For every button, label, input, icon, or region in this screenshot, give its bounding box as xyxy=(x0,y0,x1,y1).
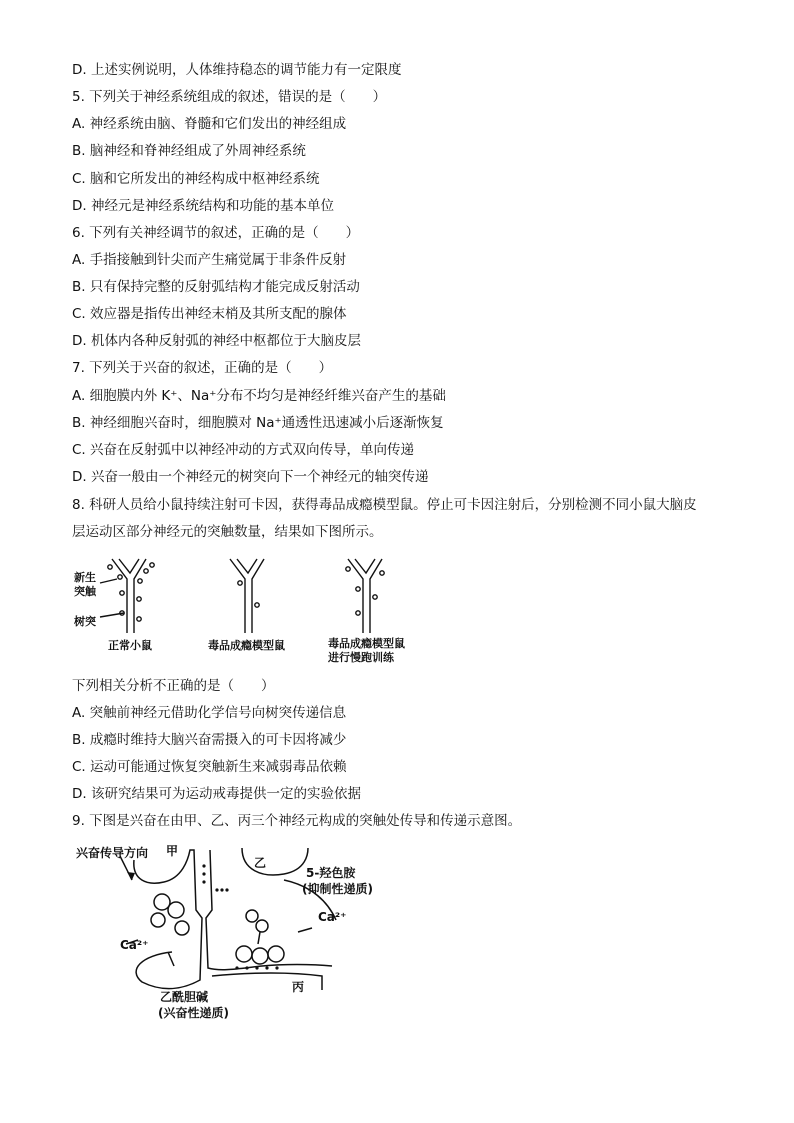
label-direction: 兴奋传导方向 xyxy=(76,846,149,860)
q6-option-d: D. 机体内各种反射弧的神经中枢都位于大脑皮层 xyxy=(72,333,361,349)
dendrite-trained xyxy=(346,559,384,633)
dendrite-normal xyxy=(100,559,154,633)
dendrite-model xyxy=(230,559,264,633)
caption-trained-mouse-1: 毒品成瘾模型鼠 xyxy=(328,637,405,650)
q8-stem-line2: 层运动区部分神经元的突触数量，结果如下图所示。 xyxy=(72,524,383,540)
q8-option-a: A. 突触前神经元借助化学信号向树突传递信息 xyxy=(72,705,347,721)
label-neuron-jia: 甲 xyxy=(166,844,179,858)
label-ca-right: Ca²⁺ xyxy=(318,910,347,924)
q8-question: 下列相关分析不正确的是（ ） xyxy=(72,678,275,694)
neuron-bing-outline xyxy=(212,973,322,990)
q8-option-d: D. 该研究结果可为运动戒毒提供一定的实验依据 xyxy=(72,786,361,802)
q7-option-b: B. 神经细胞兴奋时，细胞膜对 Na⁺通透性迅速减小后逐渐恢复 xyxy=(72,415,444,431)
q5-option-d: D. 神经元是神经系统结构和功能的基本单位 xyxy=(72,198,334,214)
label-serotonin-1: 5-羟色胺 xyxy=(306,866,356,880)
q6-option-b: B. 只有保持完整的反射弧结构才能完成反射活动 xyxy=(72,279,360,295)
label-dendrite: 树突 xyxy=(74,615,96,628)
q6-option-c: C. 效应器是指传出神经末梢及其所支配的腺体 xyxy=(72,306,347,322)
q9-stem: 9. 下图是兴奋在由甲、乙、丙三个神经元构成的突触处传导和传递示意图。 xyxy=(72,813,522,829)
q5-option-c: C. 脑和它所发出的神经构成中枢神经系统 xyxy=(72,171,320,187)
q8-option-c: C. 运动可能通过恢复突触新生来减弱毒品依赖 xyxy=(72,759,347,775)
q7-option-d: D. 兴奋一般由一个神经元的树突向下一个神经元的轴突传递 xyxy=(72,469,429,485)
q5-stem: 5. 下列关于神经系统组成的叙述，错误的是（ ） xyxy=(72,89,387,105)
q6-stem: 6. 下列有关神经调节的叙述，正确的是（ ） xyxy=(72,225,360,241)
label-neuron-bing: 丙 xyxy=(292,980,305,994)
label-serotonin-2: (抑制性递质) xyxy=(302,882,373,896)
q7-option-c: C. 兴奋在反射弧中以神经冲动的方式双向传导，单向传递 xyxy=(72,442,415,458)
q8-option-b: B. 成瘾时维持大脑兴奋需摄入的可卡因将减少 xyxy=(72,732,347,748)
q8-stem-line1: 8. 科研人员给小鼠持续注射可卡因，获得毒品成瘾模型鼠。停止可卡因注射后，分别检测不同小鼠大脑皮 xyxy=(72,497,697,513)
q4-option-d: D. 上述实例说明，人体维持稳态的调节能力有一定限度 xyxy=(72,62,402,78)
label-new-synapse-2: 突触 xyxy=(74,585,96,598)
caption-normal-mouse: 正常小鼠 xyxy=(108,639,152,652)
label-neuron-yi: 乙 xyxy=(254,856,267,870)
q8-figure xyxy=(72,553,442,668)
label-new-synapse-1: 新生 xyxy=(74,571,96,584)
label-ach-2: (兴奋性递质) xyxy=(158,1006,229,1020)
q7-option-a: A. 细胞膜内外 K⁺、Na⁺分布不均匀是神经纤维兴奋产生的基础 xyxy=(72,388,446,404)
caption-model-mouse: 毒品成瘾模型鼠 xyxy=(208,639,285,652)
neuron-jia-outline xyxy=(134,850,202,989)
q6-option-a: A. 手指接触到针尖而产生痛觉属于非条件反射 xyxy=(72,252,347,268)
q5-option-b: B. 脑神经和脊神经组成了外周神经系统 xyxy=(72,143,306,159)
q9-figure xyxy=(72,840,402,1025)
caption-trained-mouse-2: 进行慢跑训练 xyxy=(328,651,394,664)
label-ca-left: Ca²⁺ xyxy=(120,938,149,952)
label-ach-1: 乙酰胆碱 xyxy=(160,990,209,1004)
q7-stem: 7. 下列关于兴奋的叙述，正确的是（ ） xyxy=(72,360,333,376)
q5-option-a: A. 神经系统由脑、脊髓和它们发出的神经组成 xyxy=(72,116,347,132)
